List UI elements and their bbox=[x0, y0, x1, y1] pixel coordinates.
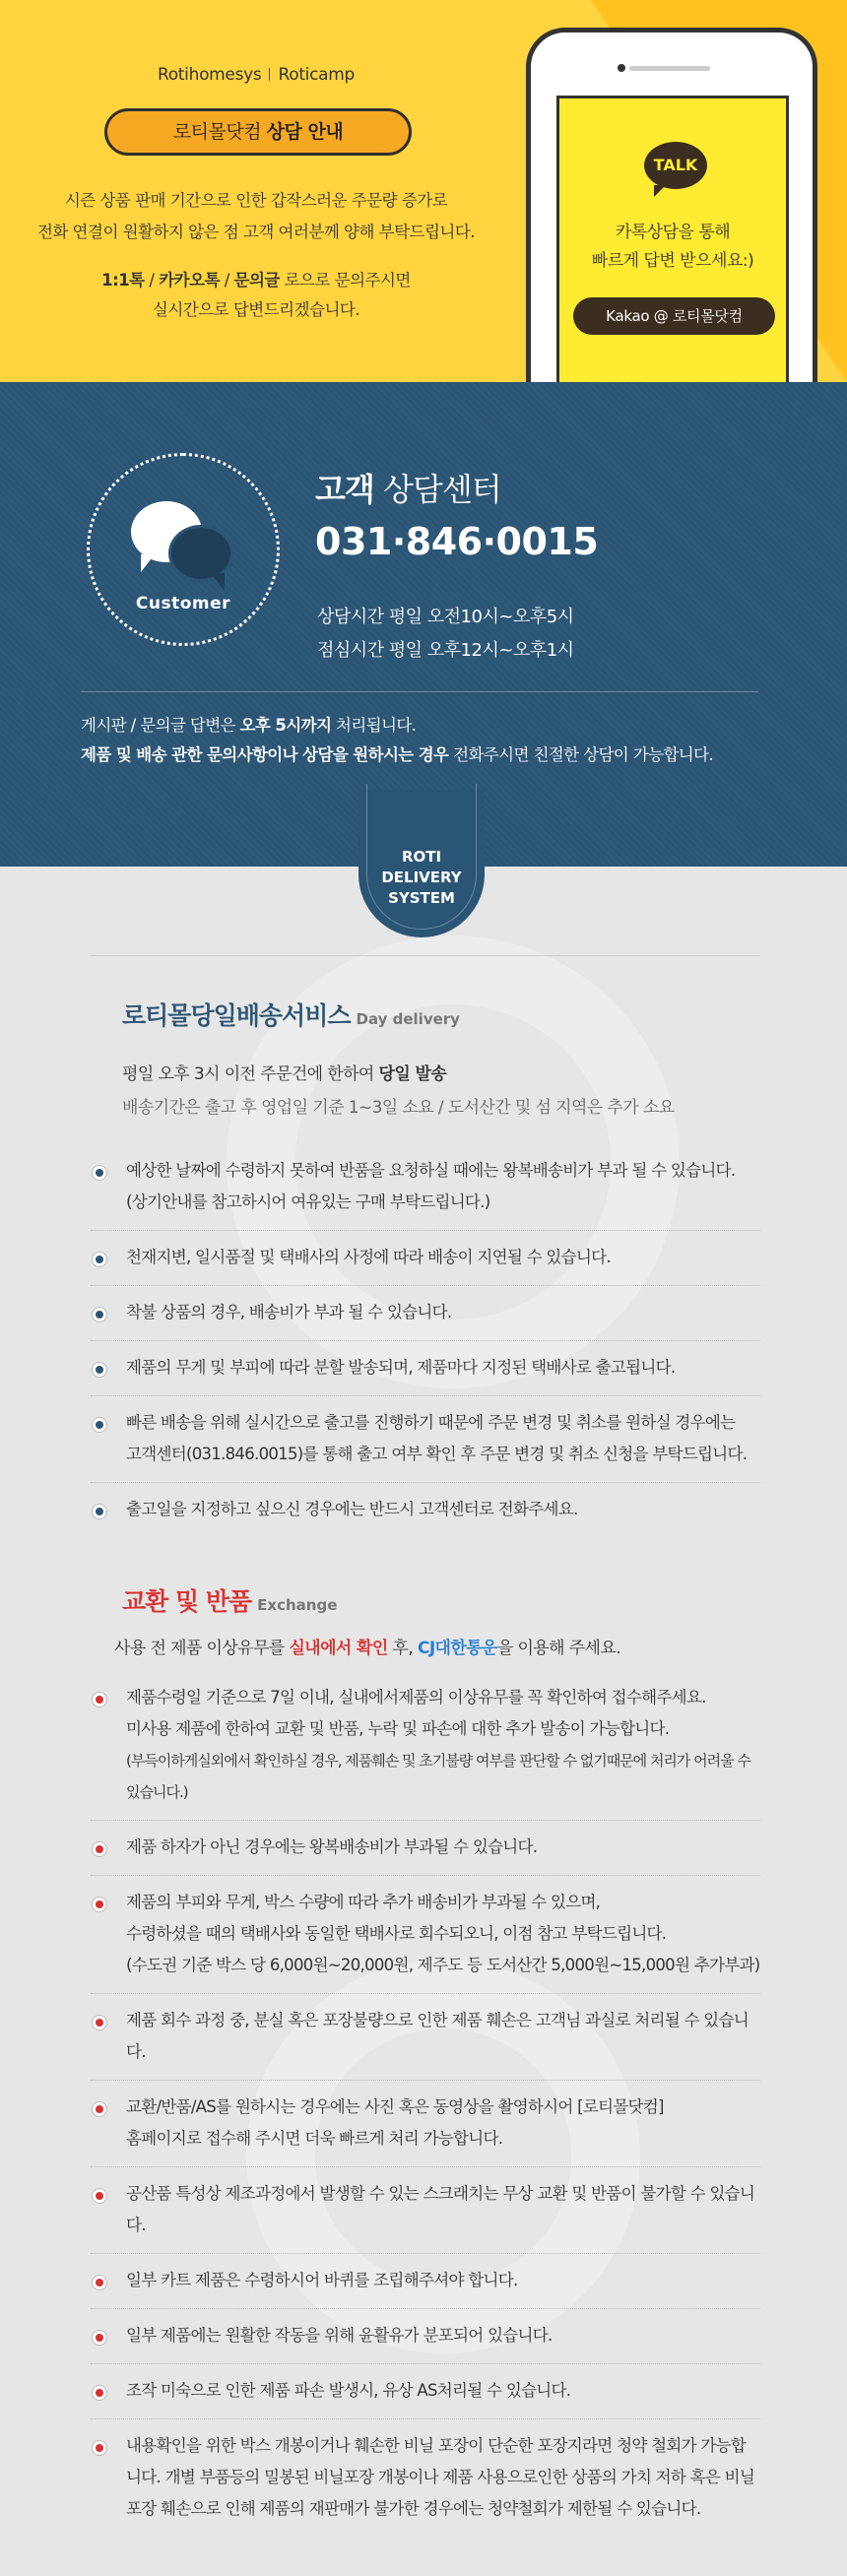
item-line: 예상한 날짜에 수령하지 못하여 반품을 요청하실 때에는 왕복배송비가 부과 될 수 있습니다. bbox=[126, 1161, 736, 1180]
item-line: 교환/반품/AS를 원하시는 경우에는 사진 혹은 동영상을 촬영하시어 [로티몰닷컴] bbox=[126, 2097, 664, 2116]
day-delivery-title-text: 로티몰당일배송서비스 bbox=[122, 1001, 351, 1030]
kakao-text-1: 카톡상담을 통해 bbox=[615, 223, 731, 242]
brand-separator bbox=[269, 68, 270, 81]
board-pre: 게시판 / 문의글 답변은 bbox=[81, 716, 240, 735]
list-item bbox=[91, 1286, 760, 1341]
item-line: 수령하셨을 때의 택배사와 동일한 택배사로 회수되오니, 이점 참고 부탁드립니다. bbox=[126, 1924, 667, 1943]
contact-sep-1: / bbox=[144, 271, 160, 290]
day-delivery-title bbox=[122, 997, 847, 1032]
consult-guide-pill bbox=[104, 108, 412, 156]
item-line: 공산품 특성상 제조과정에서 발생할 수 있는 스크래치는 무상 교환 및 반품이 불가할 수 있습니다. bbox=[126, 2184, 755, 2234]
kakao-channel-button[interactable]: Kakao @ 로티몰닷컴 bbox=[573, 297, 775, 335]
exchange-lead-red: 실내에서 확인 bbox=[289, 1639, 388, 1658]
exchange-notice-list bbox=[91, 1671, 760, 2537]
lunch-hours: 점심시간 평일 오후12시~오후1시 bbox=[317, 640, 574, 661]
exchange-lead-cj: CJ대한통운 bbox=[417, 1639, 497, 1658]
customer-badge bbox=[87, 453, 280, 646]
item-line: 내용확인을 위한 박스 개봉이거나 훼손한 비닐 포장이 단순한 포장지라면 청약 철회가 가능합 bbox=[126, 2436, 747, 2455]
list-item bbox=[91, 2364, 760, 2419]
bullet-dot-icon bbox=[93, 1308, 106, 1321]
exchange-lead bbox=[114, 1632, 847, 1665]
kakao-consult-text bbox=[559, 219, 786, 276]
item-line: 제품 회수 과정 중, 분실 혹은 포장불량으로 인한 제품 훼손은 고객님 과실로 처리될 수 있습니다. bbox=[126, 2011, 749, 2061]
delivery-notice-list bbox=[91, 1144, 760, 1537]
day-delivery-lead bbox=[122, 1058, 847, 1125]
item-line: 제품의 부피와 무게, 박스 수량에 따라 추가 배송비가 부과될 수 있으며, bbox=[126, 1893, 601, 1911]
list-item bbox=[91, 1396, 760, 1483]
day-delivery-subtitle: Day delivery bbox=[356, 1010, 460, 1028]
list-item bbox=[91, 1483, 760, 1537]
kakao-text-2: 빠르게 답변 받으세요:) bbox=[591, 251, 754, 271]
item-line: (수도권 기준 박스 당 6,000원~20,000원, 제주도 등 도서산간 5,000원~15,000원 추가부과) bbox=[126, 1956, 760, 1974]
notice-line-1: 시즌 상품 판매 기간으로 인한 갑작스러운 주문량 증가로 bbox=[64, 191, 448, 210]
speech-bubble-dark-icon bbox=[168, 525, 233, 582]
bullet-dot-icon bbox=[93, 2016, 106, 2029]
list-item bbox=[91, 1876, 760, 1994]
bullet-dot-icon bbox=[93, 1418, 106, 1432]
delivery-policy-content bbox=[0, 867, 847, 2576]
item-line: 조작 미숙으로 인한 제품 파손 발생시, 유상 AS처리될 수 있습니다. bbox=[126, 2381, 571, 2400]
customer-center-section bbox=[0, 382, 847, 867]
season-notice bbox=[20, 185, 492, 248]
phone-screen bbox=[556, 96, 789, 382]
list-item bbox=[91, 2254, 760, 2309]
pill-bold-text: 상담 안내 bbox=[266, 121, 344, 143]
bullet-dot-icon bbox=[93, 1505, 106, 1518]
item-line: 미사용 제품에 한하여 교환 및 반품, 누락 및 파손에 대한 추가 발송이 가능합니다. bbox=[126, 1719, 670, 1738]
content-top-divider bbox=[91, 955, 760, 956]
bullet-dot-icon bbox=[93, 2276, 106, 2289]
center-divider bbox=[81, 691, 758, 692]
bullet-dot-icon bbox=[93, 2441, 106, 2455]
list-item bbox=[91, 2419, 760, 2537]
phone-illustration bbox=[526, 28, 817, 382]
bullet-dot-icon bbox=[93, 1842, 106, 1856]
board2-post: 전화주시면 친절한 상담이 가능합니다. bbox=[448, 745, 714, 764]
contact-tail: 로으로 문의주시면 bbox=[279, 271, 411, 290]
exchange-title bbox=[122, 1582, 847, 1618]
bullet-dot-icon bbox=[93, 1898, 106, 1911]
bullet-dot-icon bbox=[93, 2331, 106, 2345]
item-line: (상기안내를 참고하시어 여유있는 구매 부탁드립니다.) bbox=[126, 1192, 490, 1211]
item-line: 포장 훼손으로 인해 제품의 재판매가 불가한 경우에는 청약철회가 제한될 수 있습니다. bbox=[126, 2499, 701, 2518]
exchange-title-text: 교환 및 반품 bbox=[122, 1587, 252, 1616]
center-title-bold: 고객 bbox=[315, 471, 374, 508]
brand-line bbox=[98, 65, 414, 85]
list-item bbox=[91, 1144, 760, 1231]
item-line: 일부 제품에는 원활한 작동을 위해 윤활유가 분포되어 있습니다. bbox=[126, 2326, 553, 2345]
contact-notice bbox=[20, 266, 492, 325]
bullet-dot-icon bbox=[93, 2386, 106, 2400]
exchange-lead-mid: 후, bbox=[387, 1639, 418, 1658]
exchange-lead-pre: 사용 전 제품 이상유무를 bbox=[114, 1639, 290, 1658]
tab-line-1: ROTI bbox=[401, 848, 442, 866]
pill-text: 로티몰닷컴 bbox=[172, 121, 267, 143]
contact-kakaotalk: 카카오톡 bbox=[159, 271, 220, 290]
item-line: 니다. 개별 부품등의 밀봉된 비닐포장 개봉이나 제품 사용으로인한 상품의 가치 저하 혹은 비닐 bbox=[126, 2468, 755, 2486]
kakao-talk-icon: TALK bbox=[644, 142, 707, 189]
center-title-rest: 상담센터 bbox=[373, 471, 501, 508]
board-post: 처리됩니다. bbox=[331, 716, 417, 735]
item-line: 일부 카트 제품은 수령하시어 바퀴를 조립해주셔야 합니다. bbox=[126, 2271, 518, 2289]
phone-camera-icon bbox=[618, 64, 625, 72]
list-item bbox=[91, 2081, 760, 2167]
list-item bbox=[91, 1671, 760, 1821]
lead-pre: 평일 오후 3시 이전 주문건에 한하여 bbox=[122, 1064, 379, 1084]
lead-line-2: 배송기간은 출고 후 영업일 기준 1~3일 소요 / 도서산간 및 섬 지역은 추가 소요 bbox=[122, 1098, 675, 1118]
contact-sep-2: / bbox=[219, 271, 234, 290]
lead-line-1 bbox=[122, 1058, 847, 1091]
item-line: 천재지변, 일시품절 및 택배사의 사정에 따라 배송이 지연될 수 있습니다. bbox=[126, 1248, 611, 1266]
notice-line-2: 전화 연결이 원활하지 않은 점 고객 여러분께 양해 부탁드립니다. bbox=[36, 223, 476, 241]
board-line-2 bbox=[81, 741, 713, 770]
notice-line-4: 실시간으로 답변드리겠습니다. bbox=[152, 300, 360, 319]
bullet-dot-icon bbox=[93, 2189, 106, 2203]
brand-roticamp: Roticamp bbox=[278, 65, 356, 85]
item-line: (부득이하게실외에서 확인하실 경우, 제품훼손 및 초기불량 여부를 판단할 수 없기때문에 처리가 어려울 수 있습니다.) bbox=[126, 1752, 750, 1801]
item-line: 제품의 무게 및 부피에 따라 분할 발송되며, 제품마다 지정된 택배사로 출고됩니다. bbox=[126, 1358, 676, 1377]
bullet-dot-icon bbox=[93, 2102, 106, 2116]
lead-bold: 당일 발송 bbox=[378, 1064, 447, 1084]
tab-line-3: SYSTEM bbox=[388, 889, 455, 907]
board2-bold: 제품 및 배송 관한 문의사항이나 상담을 원하시는 경우 bbox=[81, 745, 449, 764]
list-item bbox=[91, 2309, 760, 2364]
consult-hours: 상담시간 평일 오전10시~오후5시 bbox=[317, 607, 574, 627]
item-line: 착불 상품의 경우, 배송비가 부과 될 수 있습니다. bbox=[126, 1303, 452, 1321]
list-item bbox=[91, 1821, 760, 1876]
exchange-lead-post: 을 이용해 주세요. bbox=[496, 1639, 620, 1658]
item-line: 홈페이지로 접수해 주시면 더욱 빠르게 처리 가능합니다. bbox=[126, 2129, 503, 2148]
list-item bbox=[91, 2167, 760, 2254]
contact-1to1: 1:1톡 bbox=[101, 271, 145, 290]
contact-inquiry: 문의글 bbox=[233, 271, 280, 290]
contact-methods-line bbox=[20, 266, 492, 295]
customer-label: Customer bbox=[135, 594, 231, 613]
list-item bbox=[91, 1994, 760, 2081]
tab-line-2: DELIVERY bbox=[381, 869, 462, 886]
item-line: 출고일을 지정하고 싶으신 경우에는 반드시 고객센터로 전화주세요. bbox=[126, 1500, 578, 1518]
board-bold: 오후 5시까지 bbox=[239, 716, 332, 735]
board-reply-notice bbox=[81, 711, 713, 770]
item-line: 고객센터(031.846.0015)를 통해 출고 여부 확인 후 주문 변경 및 취소 신청을 부탁드립니다. bbox=[126, 1445, 748, 1463]
item-line: 제품 하자가 아닌 경우에는 왕복배송비가 부과될 수 있습니다. bbox=[126, 1837, 538, 1856]
bullet-dot-icon bbox=[93, 1693, 106, 1707]
exchange-subtitle: Exchange bbox=[257, 1596, 338, 1614]
list-item bbox=[91, 1231, 760, 1286]
phone-speaker-icon bbox=[629, 66, 710, 71]
delivery-system-label bbox=[358, 847, 485, 909]
item-line: 빠른 배송을 위해 실시간으로 출고를 진행하기 때문에 주문 변경 및 취소를 원하실 경우에는 bbox=[126, 1413, 736, 1432]
brand-rotihomesys: Rotihomesys bbox=[157, 65, 262, 85]
list-item bbox=[91, 1341, 760, 1396]
business-hours bbox=[317, 601, 574, 668]
center-phone-number[interactable]: 031·846·0015 bbox=[315, 520, 599, 563]
consult-notice-banner bbox=[0, 0, 847, 382]
bullet-dot-icon bbox=[93, 1363, 106, 1377]
bullet-dot-icon bbox=[93, 1253, 106, 1266]
board-line-1 bbox=[81, 711, 713, 741]
center-title bbox=[315, 465, 501, 510]
item-line: 제품수령일 기준으로 7일 이내, 실내에서제품의 이상유무를 꼭 확인하여 접수해주세요. bbox=[126, 1688, 706, 1707]
bullet-dot-icon bbox=[93, 1166, 106, 1180]
